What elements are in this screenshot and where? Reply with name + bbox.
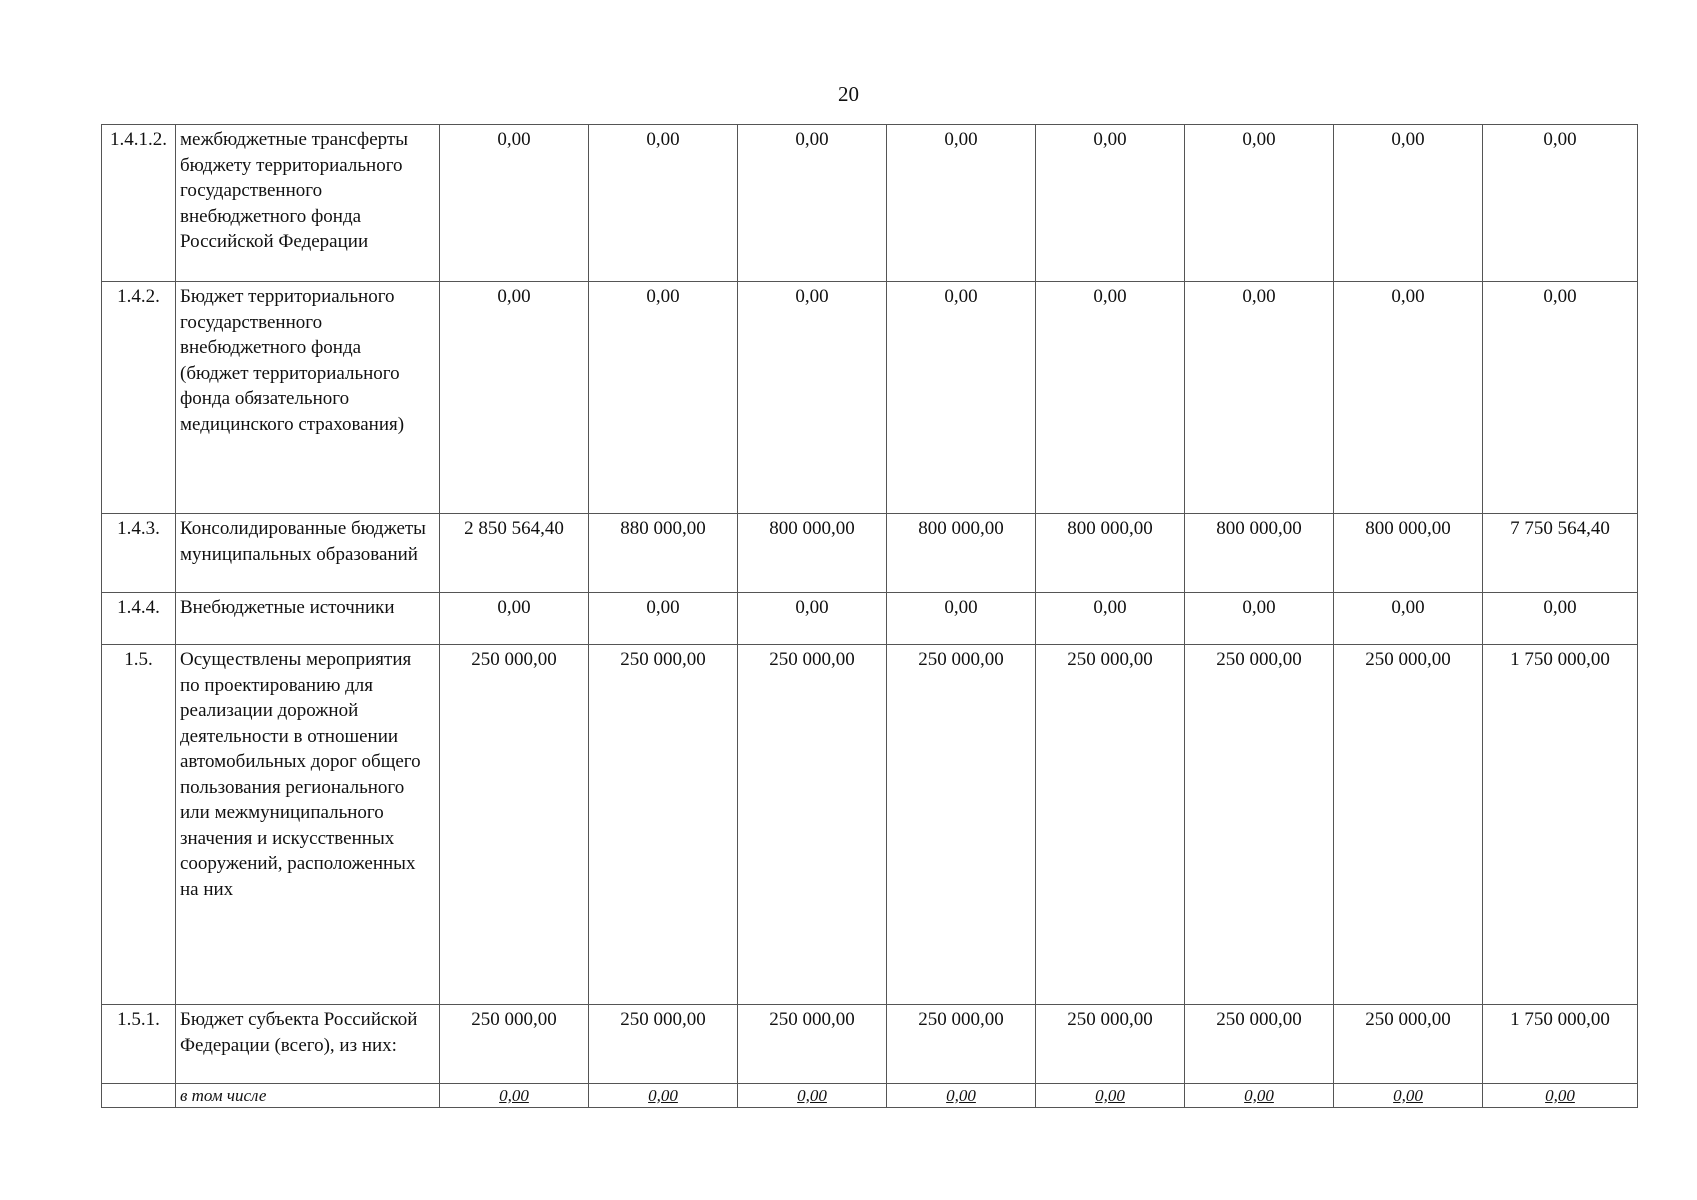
value-cell: 250 000,00 bbox=[1185, 1005, 1334, 1084]
value-cell: 250 000,00 bbox=[440, 645, 589, 1005]
row-name: Бюджет субъекта Российской Федерации (всего), из них: bbox=[176, 1005, 440, 1084]
value-cell: 0,00 bbox=[440, 1084, 589, 1108]
page-number: 20 bbox=[838, 82, 859, 106]
table-row bbox=[102, 282, 1638, 514]
row-name: межбюджетные трансферты бюджету территориального государственного внебюджетного фонда Российской Федерации bbox=[176, 125, 440, 282]
value-cell: 0,00 bbox=[738, 1084, 887, 1108]
value-cell: 0,00 bbox=[1036, 1084, 1185, 1108]
value-cell: 800 000,00 bbox=[887, 514, 1036, 593]
total-cell: 1 750 000,00 bbox=[1483, 645, 1638, 1005]
value-cell: 0,00 bbox=[589, 125, 738, 282]
value-cell: 800 000,00 bbox=[1185, 514, 1334, 593]
value-cell: 0,00 bbox=[1334, 593, 1483, 645]
value-cell: 250 000,00 bbox=[738, 1005, 887, 1084]
row-code: 1.4.3. bbox=[102, 514, 176, 593]
value-cell: 250 000,00 bbox=[738, 645, 887, 1005]
row-name: Внебюджетные источники bbox=[176, 593, 440, 645]
value-cell: 250 000,00 bbox=[589, 645, 738, 1005]
value-cell: 0,00 bbox=[738, 125, 887, 282]
total-cell: 0,00 bbox=[1483, 282, 1638, 514]
value-cell: 250 000,00 bbox=[1036, 1005, 1185, 1084]
row-code: 1.5.1. bbox=[102, 1005, 176, 1084]
row-code bbox=[102, 1084, 176, 1108]
row-code: 1.4.1.2. bbox=[102, 125, 176, 282]
row-name: Осуществлены мероприятия по проектированию для реализации дорожной деятельности в отношении автомобильных дорог общего пользования регионального или межмуниципального значения и искусственных сооружений, расположенных на них bbox=[176, 645, 440, 1005]
row-name: в том числе bbox=[176, 1084, 440, 1108]
value-cell: 0,00 bbox=[1185, 125, 1334, 282]
row-name: Консолидированные бюджеты муниципальных образований bbox=[176, 514, 440, 593]
value-cell: 0,00 bbox=[440, 282, 589, 514]
value-cell: 0,00 bbox=[1334, 125, 1483, 282]
value-cell: 0,00 bbox=[440, 125, 589, 282]
value-cell: 0,00 bbox=[887, 1084, 1036, 1108]
table-row bbox=[102, 514, 1638, 593]
row-code: 1.4.2. bbox=[102, 282, 176, 514]
table-row bbox=[102, 645, 1638, 1005]
value-cell: 0,00 bbox=[1185, 1084, 1334, 1108]
total-cell: 0,00 bbox=[1483, 1084, 1638, 1108]
row-name: Бюджет территориального государственного внебюджетного фонда (бюджет территориального фонда обязательного медицинского страхования) bbox=[176, 282, 440, 514]
value-cell: 0,00 bbox=[1036, 282, 1185, 514]
value-cell: 0,00 bbox=[1185, 282, 1334, 514]
value-cell: 0,00 bbox=[1036, 593, 1185, 645]
value-cell: 800 000,00 bbox=[738, 514, 887, 593]
value-cell: 250 000,00 bbox=[589, 1005, 738, 1084]
value-cell: 250 000,00 bbox=[1036, 645, 1185, 1005]
value-cell: 0,00 bbox=[1185, 593, 1334, 645]
value-cell: 0,00 bbox=[589, 282, 738, 514]
total-cell: 0,00 bbox=[1483, 125, 1638, 282]
total-cell: 7 750 564,40 bbox=[1483, 514, 1638, 593]
value-cell: 250 000,00 bbox=[1185, 645, 1334, 1005]
value-cell: 250 000,00 bbox=[440, 1005, 589, 1084]
value-cell: 0,00 bbox=[887, 282, 1036, 514]
value-cell: 0,00 bbox=[738, 282, 887, 514]
total-cell: 1 750 000,00 bbox=[1483, 1005, 1638, 1084]
table-row bbox=[102, 1084, 1638, 1108]
value-cell: 800 000,00 bbox=[1036, 514, 1185, 593]
value-cell: 800 000,00 bbox=[1334, 514, 1483, 593]
row-code: 1.4.4. bbox=[102, 593, 176, 645]
value-cell: 2 850 564,40 bbox=[440, 514, 589, 593]
value-cell: 0,00 bbox=[589, 593, 738, 645]
value-cell: 0,00 bbox=[738, 593, 887, 645]
value-cell: 0,00 bbox=[1036, 125, 1185, 282]
value-cell: 250 000,00 bbox=[1334, 1005, 1483, 1084]
value-cell: 0,00 bbox=[887, 593, 1036, 645]
value-cell: 0,00 bbox=[1334, 1084, 1483, 1108]
value-cell: 0,00 bbox=[887, 125, 1036, 282]
value-cell: 0,00 bbox=[1334, 282, 1483, 514]
value-cell: 0,00 bbox=[440, 593, 589, 645]
table-row bbox=[102, 125, 1638, 282]
value-cell: 250 000,00 bbox=[1334, 645, 1483, 1005]
value-cell: 880 000,00 bbox=[589, 514, 738, 593]
value-cell: 250 000,00 bbox=[887, 1005, 1036, 1084]
value-cell: 250 000,00 bbox=[887, 645, 1036, 1005]
table-row bbox=[102, 593, 1638, 645]
table-row bbox=[102, 1005, 1638, 1084]
value-cell: 0,00 bbox=[589, 1084, 738, 1108]
budget-table bbox=[101, 124, 1638, 1108]
row-code: 1.5. bbox=[102, 645, 176, 1005]
total-cell: 0,00 bbox=[1483, 593, 1638, 645]
